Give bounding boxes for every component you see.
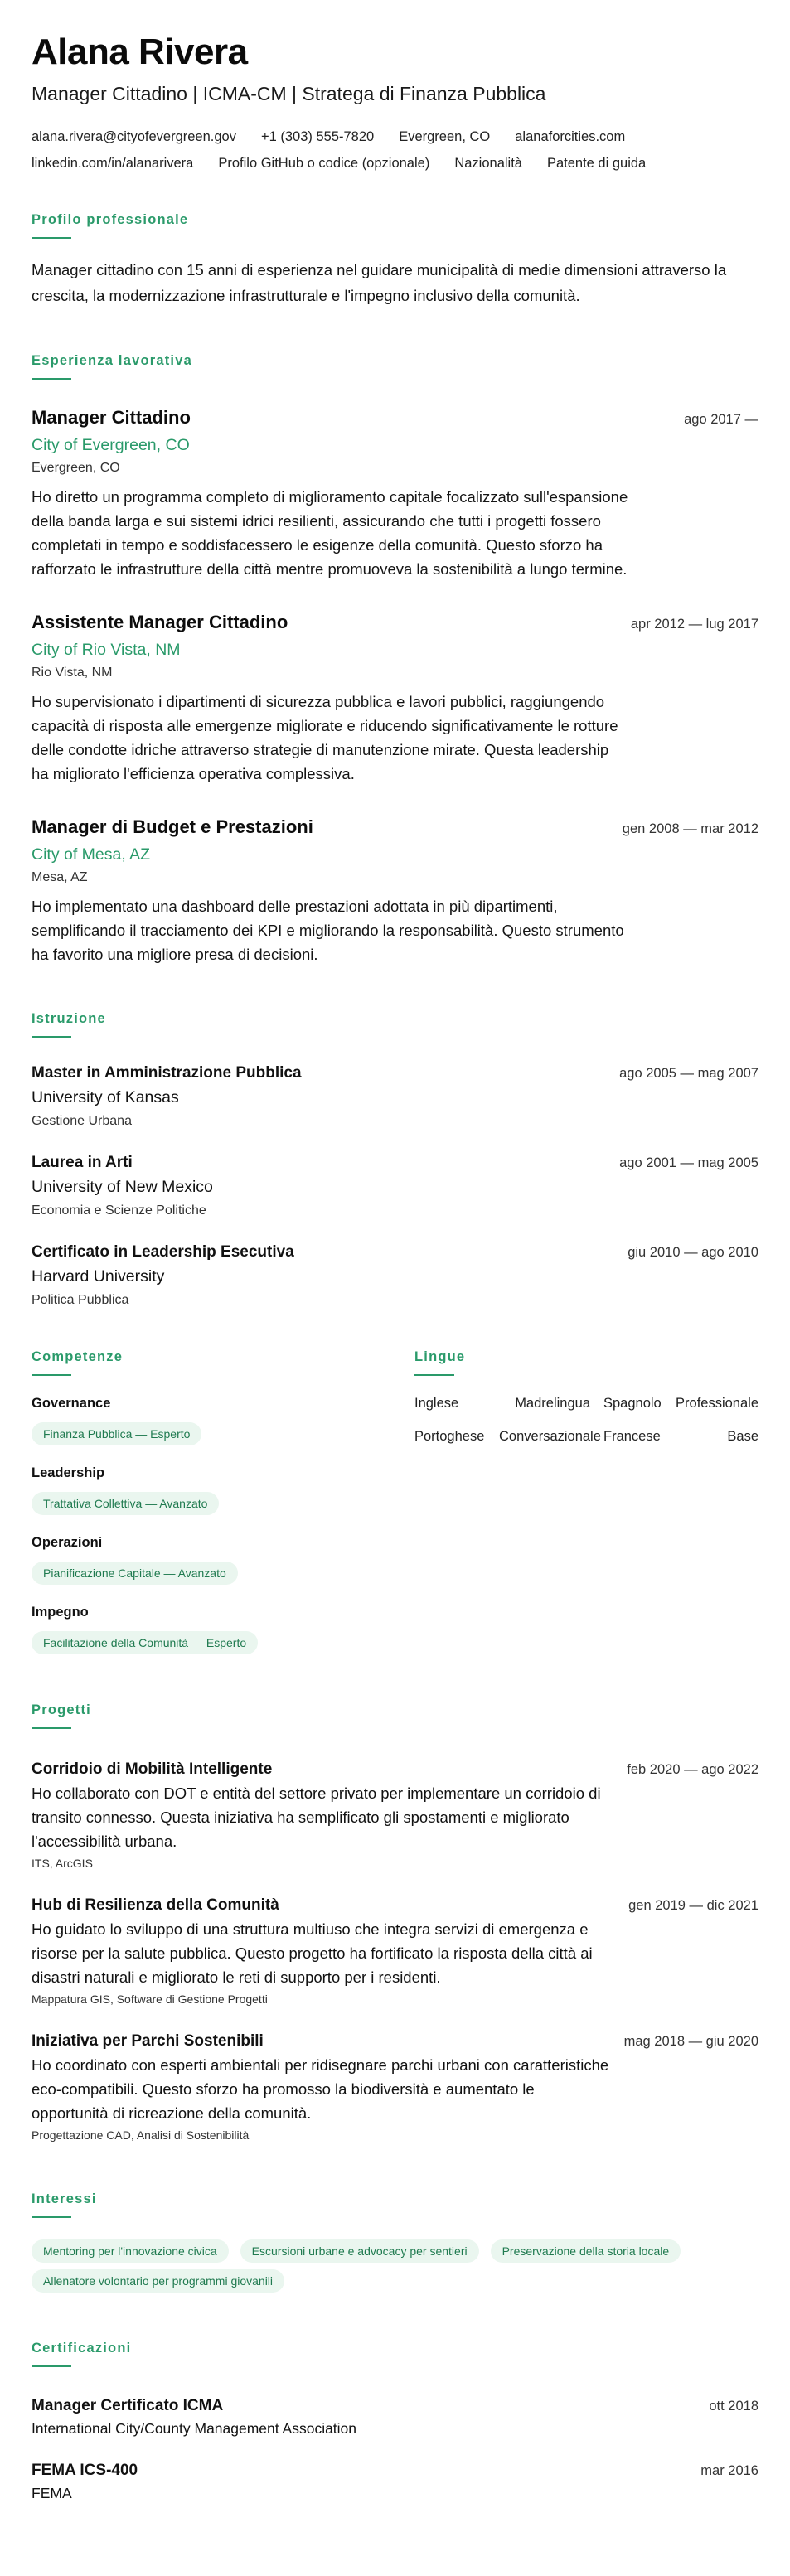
section-title-interests: Interessi: [32, 2191, 97, 2206]
section-divider: [32, 1727, 71, 1729]
certification-date: mar 2016: [700, 2463, 758, 2478]
interest-pill: Allenatore volontario per programmi giovanili: [32, 2269, 284, 2293]
job-date: gen 2008 — mar 2012: [622, 821, 758, 836]
education-degree: Certificato in Leadership Esecutiva: [32, 1243, 294, 1261]
contact-github[interactable]: Profilo GitHub o codice (opzionale): [218, 156, 430, 171]
certification-title: Manager Certificato ICMA: [32, 2397, 224, 2414]
section-title-skills: Competenze: [32, 1349, 124, 1364]
job-title: Manager Cittadino: [32, 407, 191, 428]
skill-category: Leadership: [32, 1465, 105, 1480]
resume-header: [32, 31, 758, 172]
certification-title: FEMA ICS-400: [32, 2462, 138, 2479]
project-description: Ho collaborato con DOT e entità del settore privato per implementare un corridoio di transito connesso. Questa iniziativa ha semplificato gli spostamenti e migliorato l'accessibilità urbana.: [32, 1784, 601, 1850]
language-level: Base: [727, 1429, 758, 1444]
skills-languages-row: [32, 1348, 758, 1654]
section-divider: [414, 1374, 454, 1376]
section-title-languages: Lingue: [414, 1349, 466, 1364]
skill-category: Impegno: [32, 1605, 89, 1620]
section-divider: [32, 378, 71, 380]
section-divider: [32, 1374, 71, 1376]
job-title: Manager di Budget e Prestazioni: [32, 816, 313, 837]
skill-category: Operazioni: [32, 1535, 103, 1550]
education-school: Harvard University: [32, 1267, 165, 1286]
skills-section: [32, 1348, 414, 1654]
skill-pill: Pianificazione Capitale — Avanzato: [32, 1562, 238, 1585]
education-degree: Laurea in Arti: [32, 1154, 133, 1171]
experience-item: [32, 816, 758, 966]
job-location: Evergreen, CO: [32, 461, 120, 475]
candidate-name: Alana Rivera: [32, 31, 248, 72]
section-divider: [32, 1036, 71, 1038]
languages-grid: [414, 1394, 758, 1445]
education-item: [32, 1063, 758, 1131]
certification-item: [32, 2395, 758, 2438]
language-level: Conversazionale: [499, 1429, 601, 1444]
skill-pill: Finanza Pubblica — Esperto: [32, 1422, 201, 1445]
language-level: Professionale: [676, 1396, 758, 1411]
language-name: Inglese: [414, 1396, 459, 1411]
education-date: giu 2010 — ago 2010: [628, 1245, 758, 1260]
education-section: [32, 1010, 758, 1310]
education-date: ago 2005 — mag 2007: [619, 1066, 758, 1081]
job-date: apr 2012 — lug 2017: [630, 617, 758, 632]
profile-summary: Manager cittadino con 15 anni di esperienza nel guidare municipalità di medie dimensioni attraverso la crescita, la modernizzazione infrastrutturale e l'impegno inclusivo della comunità.: [32, 261, 727, 304]
education-field: Politica Pubblica: [32, 1293, 129, 1307]
section-divider: [32, 2216, 71, 2218]
section-divider: [32, 237, 71, 239]
job-date: ago 2017 —: [684, 412, 758, 427]
certifications-section: [32, 2339, 758, 2503]
experience-item: [32, 406, 758, 581]
experience-item: [32, 611, 758, 786]
interest-pill: Escursioni urbane e advocacy per sentieri: [240, 2239, 479, 2263]
contact-driving-license: Patente di guida: [546, 156, 647, 171]
education-field: Gestione Urbana: [32, 1114, 132, 1128]
project-title: Hub di Resilienza della Comunità: [32, 1896, 279, 1914]
education-school: University of Kansas: [32, 1088, 179, 1106]
job-company: City of Rio Vista, NM: [32, 641, 181, 659]
languages-section: [414, 1348, 758, 1654]
experience-section: [32, 351, 758, 966]
section-title-education: Istruzione: [32, 1011, 106, 1026]
project-item: [32, 1895, 758, 2007]
interest-pill: Mentoring per l'innovazione civica: [32, 2239, 229, 2263]
section-title-projects: Progetti: [32, 1702, 91, 1717]
education-item: [32, 1152, 758, 1220]
job-description: Ho supervisionato i dipartimenti di sicurezza pubblica e lavori pubblici, raggiungendo capacità di risposta alle emergenze migliorate e riducendo significativamente le rotture delle condotte idriche attraverso strategie di manutenzione mirate. Questa leadership ha migliorato l'efficienza operativa complessiva.: [32, 693, 618, 782]
interests-section: [32, 2190, 758, 2293]
education-date: ago 2001 — mag 2005: [619, 1155, 758, 1170]
projects-section: [32, 1701, 758, 2143]
project-date: feb 2020 — ago 2022: [627, 1762, 758, 1777]
project-description: Ho coordinato con esperti ambientali per ridisegnare parchi urbani con caratteristiche eco-compatibili. Questo sforzo ha promosso la biodiversità e aumentato le opportunità di ricreazione della comunità.: [32, 2056, 609, 2122]
project-item: [32, 2031, 758, 2143]
interests-list: [32, 2239, 761, 2293]
section-title-profile: Profilo professionale: [32, 212, 189, 227]
job-description: Ho implementato una dashboard delle prestazioni adottata in più dipartimenti, semplificando il tracciamento dei KPI e migliorando la responsabilità. Questo strumento ha favorito una migliore presa di decisioni.: [32, 898, 624, 963]
project-technologies: ITS, ArcGIS: [32, 1857, 93, 1870]
job-company: City of Mesa, AZ: [32, 845, 151, 864]
project-technologies: Progettazione CAD, Analisi di Sostenibilità: [32, 2128, 250, 2142]
section-divider: [32, 2365, 71, 2367]
job-location: Mesa, AZ: [32, 870, 88, 884]
language-name: Spagnolo: [603, 1396, 662, 1411]
section-title-experience: Esperienza lavorativa: [32, 353, 192, 368]
contact-website[interactable]: alanaforcities.com: [515, 129, 626, 144]
education-field: Economia e Scienze Politiche: [32, 1203, 206, 1218]
education-item: [32, 1242, 758, 1310]
contact-linkedin[interactable]: linkedin.com/in/alanarivera: [32, 156, 194, 171]
project-title: Iniziativa per Parchi Sostenibili: [32, 2032, 264, 2050]
project-date: gen 2019 — dic 2021: [628, 1898, 758, 1913]
skill-pill: Facilitazione della Comunità — Esperto: [32, 1631, 258, 1654]
contact-phone[interactable]: +1 (303) 555-7820: [260, 129, 375, 144]
language-level: Madrelingua: [515, 1396, 590, 1411]
education-degree: Master in Amministrazione Pubblica: [32, 1064, 302, 1082]
project-technologies: Mappatura GIS, Software di Gestione Progetti: [32, 1993, 268, 2006]
contact-list: [32, 128, 744, 172]
contact-nationality: Nazionalità: [454, 156, 522, 171]
project-description: Ho guidato lo sviluppo di una struttura multiuso che integra servizi di emergenza e risorse per la salute pubblica. Questo progetto ha fortificato la risposta della città ai disastri naturali e migliorato le reti di supporto per i residenti.: [32, 1920, 593, 1986]
candidate-headline: Manager Cittadino | ICMA-CM | Stratega di Finanza Pubblica: [32, 83, 546, 104]
skill-category: Governance: [32, 1396, 111, 1411]
certification-issuer: International City/County Management Association: [32, 2420, 357, 2437]
interest-pill: Preservazione della storia locale: [491, 2239, 681, 2263]
job-company: City of Evergreen, CO: [32, 436, 190, 454]
skill-pill: Trattativa Collettiva — Avanzato: [32, 1492, 219, 1515]
certification-item: [32, 2460, 758, 2503]
project-date: mag 2018 — giu 2020: [623, 2034, 758, 2049]
language-name: Francese: [603, 1429, 661, 1444]
profile-section: [32, 211, 758, 308]
education-school: University of New Mexico: [32, 1178, 213, 1196]
job-description: Ho diretto un programma completo di miglioramento capitale focalizzato sull'espansione della banda larga e sui sistemi idrici resilienti, assicurando che tutti i progetti fossero completati in tempo e soddisfacessero le esigenze della comunità. Questo sforzo ha rafforzato le infrastrutture della città mentre promuoveva la sostenibilità a lungo termine.: [32, 488, 628, 578]
certification-date: ott 2018: [709, 2399, 758, 2414]
certification-issuer: FEMA: [32, 2485, 72, 2501]
contact-email[interactable]: alana.rivera@cityofevergreen.gov: [32, 129, 236, 144]
job-title: Assistente Manager Cittadino: [32, 612, 288, 632]
contact-location: Evergreen, CO: [399, 129, 491, 144]
project-item: [32, 1759, 758, 1871]
section-title-certifications: Certificazioni: [32, 2341, 132, 2356]
project-title: Corridoio di Mobilità Intelligente: [32, 1760, 273, 1778]
language-name: Portoghese: [414, 1429, 485, 1444]
job-location: Rio Vista, NM: [32, 666, 113, 680]
